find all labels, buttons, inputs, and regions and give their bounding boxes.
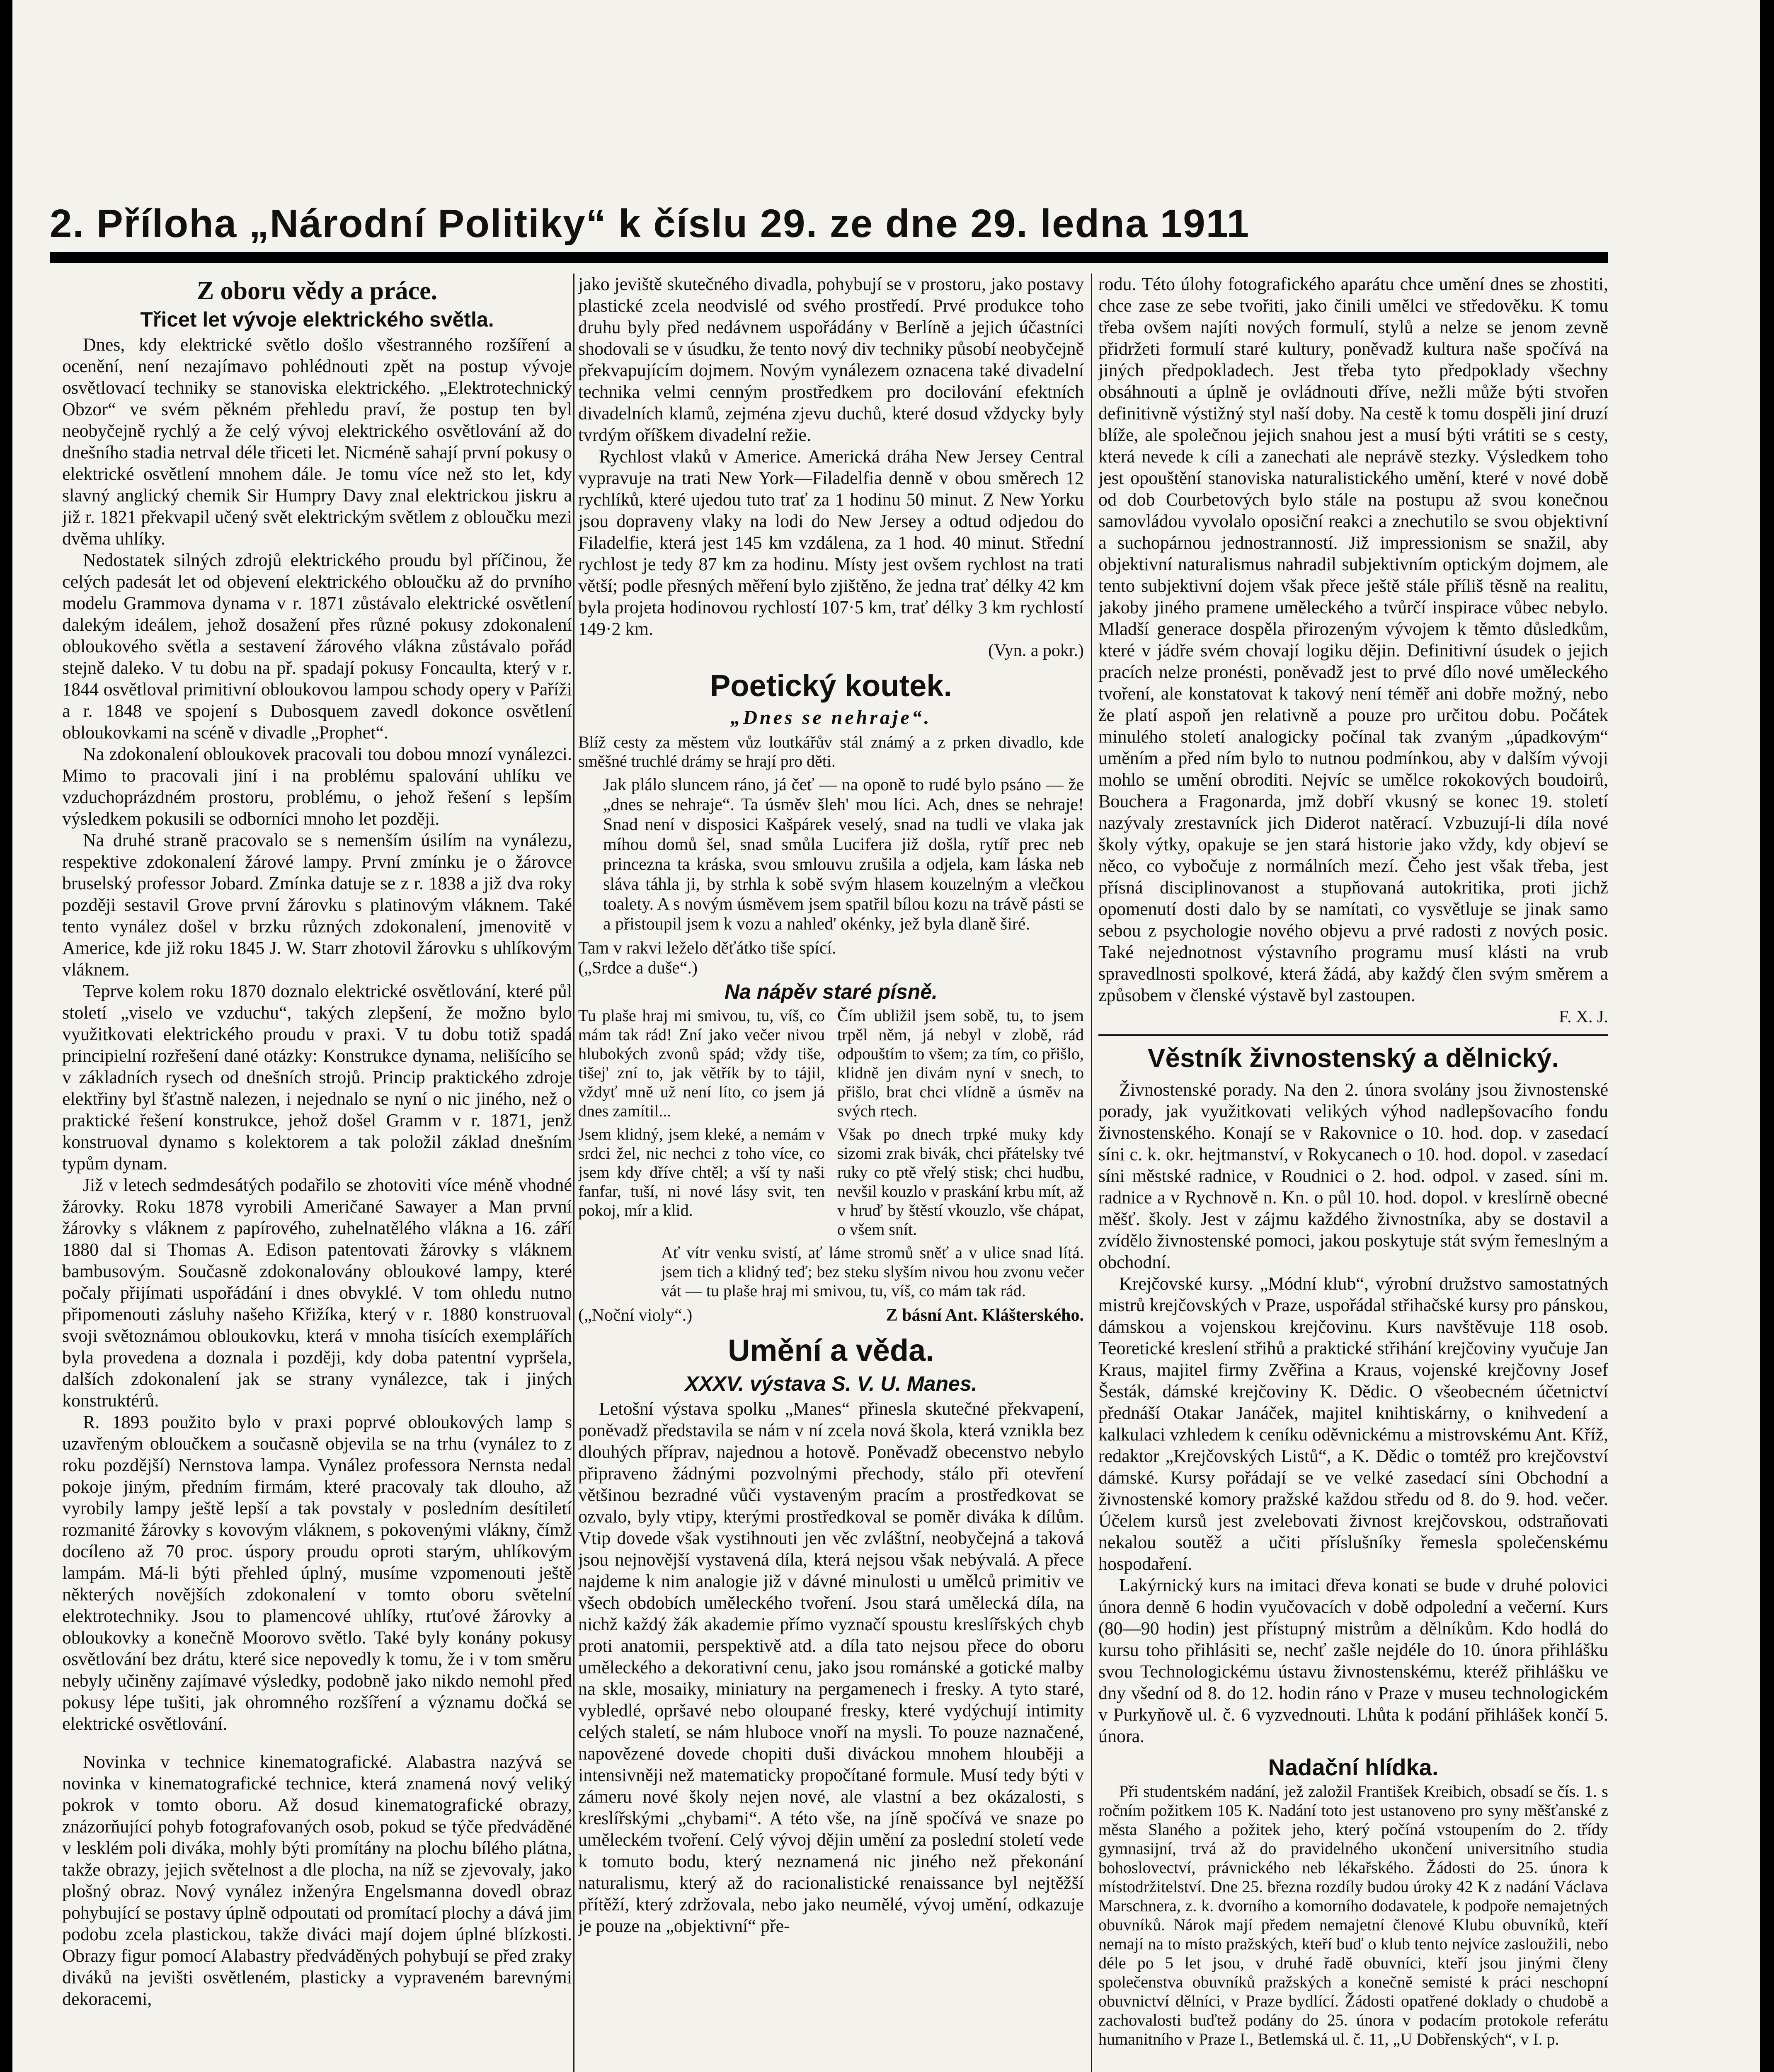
column-rule: [1091, 274, 1092, 2072]
poem-intro: Blíž cesty za městem vůz loutkářův stál známý a z prken divadlo, kde směšné truchlé drámy se hrají pro děti.: [578, 733, 1084, 770]
article-signature: (Vyn. a pokr.): [988, 641, 1084, 660]
poetry-heading: Poetický koutek.: [710, 668, 952, 703]
paragraph: Letošní výstava spolku „Manes“ přinesla skutečné překvapení, poněvadž představila se nám v ní zcela nová škola, která vznikla bez dlouhých příprav, najednou a hotově. Poněvadž obecenstvo nebylo připraveno žádnými pozvolnými přechody, stálo při otevření většinou bezradné vůči vystaveným pracím a prostředkovat se ozvalo, byly vtipy, kterými prostředkoval se poměr diváka k dílům. Vtip dovede však vystihnouti jen věc zvláštní, neobyčejná a taková jsou nejnovější vystavená díla, která nejsou však nebývalá. A přece najdeme k nim analogie již v dávné minulosti u umělců primitiv ve všech obdobích uměleckého tvoření. Jsou stará umělecká díla, na nichž každý žák akademie přímo vyznačí spoustu kreslířských chyb proti anatomii, perspektivě atd. a díla tato nejsou přece do oboru uměleckého a dekorativní cenu, jako jsou románské a gotické malby na skle, mosaiky, miniatury na pergamenech i fresky. A tyto staré, vybledlé, opršavé nebo oloupané fresky, které vydýchují intimity celých staletí, se nám hluboce vnoří na mysli. To pouze naznačené, napovězené dovede chopiti duši diváckou mnohem hlouběji a intensivněji než matematicky propočítané formule. Musí tedy býti v zámeru nové školy nejen nové, ale vlastní a bez okázalosti, s kreslířskými „chybami“. A této vše, na jíně spočívá ve snaze po uměleckém tvoření. Celý vývoj dějin umění za poslední století vede k tomuto bodu, který neznamená nic jiného než překonání naturalismu, který až do racionalistické renaissance byl nejtěžší přítěží, který zdržovala, nebo jako neumělé, vývoj umění, odkazuje je pouze na „objektivní“ pře-: [578, 1399, 1084, 1936]
poem-source: („Noční violy“.): [578, 1306, 693, 1325]
column-2: [578, 274, 1084, 2072]
masthead-rule: [50, 252, 1608, 263]
paragraph: Na druhé straně pracovalo se s nemenším úsilím na vynálezu, respektive zdokonalení žárové lampy. První zmínku je o žárovce bruselský professor Jobard. Zmínka datuje se z r. 1838 a již dva roky později sestavil Grove první žárovku s platinovým vláknem. Také tento vynález došel v brzku různých zdokonalení, jmenovitě v Americe, kde již roku 1845 J. W. Starr zhotovil žárovku s uhlíkovým vláknem.: [62, 830, 572, 980]
paragraph: Dnes, kdy elektrické světlo došlo všestranného rozšíření a ocenění, není nezajímavo pohlédnouti zpět na postup vývoje osvětlovací techniky se stanoviska elektrického. „Elektrotechnický Obzor“ ve svém pěkném přehledu praví, že postup ten byl neobyčejně rychlý a že celý vývoj elektrického osvětlování až do dnešního stadia netrval déle třiceti let. Nicméně sahají první pokusy o elektrické osvětlení mnohem dále. Je tomu více než sto let, kdy slavný anglický chemik Sir Humpry Davy znal elektrickou jiskru a již r. 1821 překvapil učený svět elektrickým světlem z obloučku mezi dvěma uhlíky.: [62, 334, 572, 549]
paragraph: Rychlost vlaků v Americe. Americká dráha New Jersey Central vypravuje na trati New York—Filadelfia denně v obou směrech 12 rychlíků, které ujedou tuto trať za 1 hodinu 50 minut. Z New Yorku jsou dopraveny vlaky na lodi do New Jersey a odtud odjedou do Filadelfie, která jest 145 km vzdálena, za 1 hod. 40 minut. Střední rychlost je tedy 87 km za hodinu. Místy jest ovšem rychlost na trati větší; podle přesných měření bylo zjištěno, že jedna trať délky 42 km byla projeta hodinovou rychlostí 107·5 km, trať délky 3 km rychlostí 149·2 km.: [578, 446, 1084, 639]
poem-stanza: Však po dnech trpké muky kdy sizomi zrak bivák, chci přátelsky tvé ruky co ptě vřelý stisk; chci hudbu, nevšil kouzlo v praskání krbu mít, až v hruď by štěstí vkouzlo, vše chápat, o všem snít.: [837, 1125, 1084, 1239]
poem-stanza: Tu plaše hraj mi smivou, tu, víš, co mám tak rád! Zní jako večer nivou hlubokých zvonů spád; vždy tiše, tišej' zní to, jak větřík by to tájil, vždyť mně už není líto, co jsem já dnes zamítil...: [578, 1006, 825, 1120]
poem-stanza: Čím ubližil jsem sobě, tu, to jsem trpěl něm, já nebyl v zlobě, rád odpouštím to všem; za tím, co přišlo, klidně jen divám nyní v snech, to přišlo, brat chci vlídně a úsměv na svých rtech.: [837, 1006, 1084, 1120]
arts-heading: Umění a věda.: [728, 1333, 934, 1368]
column-rule: [573, 274, 574, 2072]
article-signature: F. X. J.: [1558, 1007, 1608, 1026]
trades-heading: Věstník živnostenský a dělnický.: [1098, 1034, 1608, 1076]
poem-stanza: Jsem klidný, jsem kleké, a nemám v srdci žel, nic nechci z toho více, co jsem kdy dříve chtěl; a vší ty naši fanfar, tuší, ni nové lásy svit, ten pokoj, mír a klid.: [578, 1125, 825, 1220]
poem-stanza: Ať vítr venku svistí, ať láme stromů sněť a v ulice snad lítá. jsem tich a klidný teď; bez steku slyším nivou hou zvonu večer vát — tu plaše hraj mi smivou, tu, víš, co mám tak rád.: [661, 1243, 1084, 1300]
paragraph: Lakýrnický kurs na imitaci dřeva konati se bude v druhé polovici února denně 6 hodin vyučovacích v době odpolední a večerní. Kurs (80—90 hodin) jest přístupný mistrům a dělníkům. Kdo hodlá do kursu toho přihlásiti se, nechť zašle nejdéle do 10. února přihlášku svou Technologickému ústavu živnostenskému, kteréž přihlášku ve dny všední od 8. do 12. hodin ráno v Praze v museu technologickém v Purkyňově ul. č. 6 vyzvednouti. Lhůta k podání přihlášek končí 5. února.: [1098, 1575, 1608, 1746]
paragraph: Teprve kolem roku 1870 doznalo elektrické osvětlování, které půl století „viselo ve vzduchu“, takých zlepšení, že možno bylo využitkovati elektrického proudu v praxi. V tu dobu totiž spadá principielní rozřešení dané otázky: Konstrukce dynama, nelišícího se v základních rysech od dnešních strojů. Princip praktického zdroje elektřiny byl šťastně nalezen, i nejednalo se nyní o nic jiného, než o praktické řešení konstrukce, jehož došel Gramm v r. 1871, jenž konstruoval dynamo s kolektorem a tak položil základ dnešním typům dynam.: [62, 981, 572, 1174]
masthead: 2. Příloha „Národní Politiky“ k číslu 29. ze dne 29. ledna 1911: [50, 201, 1250, 246]
paragraph: R. 1893 použito bylo v praxi poprvé obloukových lamp s uzavřeným obloučkem a současně objevila se na trhu (vynález to z roku pozdější) Nernstova lampa. Vynález professora Nernsta nedal pokoje jiným, předním firmám, které pracovaly tak dlouho, až vyrobily lampy ještě lepší a tak povstaly v posledním desítiletí rozmanité žárovky s kovovým vláknem, s pokovenými vlákny, čímž docíleno až 70 proc. úspory proudu oproti starým, uhlíkovým lampám. Má-li býti přehled úplný, musíme vzpomenouti ještě některých novějších zdokonalení v tomto oboru světelní elektrotechniky. Jsou to plamencové uhlíky, rtuťové žárovky a obloukovky a konečně Moorovo světlo. Také byly konány pokusy osvětlování bez drátu, které sice nepovedly k tomu, že i v tom směru nebyly učiněny zajímavé výsledky, podobně jako nikdo nemohl před pokusy lépe tušiti, jak ohromného rozšíření a významu dočká se elektrické osvětlování.: [62, 1412, 572, 1734]
paragraph: Novinka v technice kinematografické. Alabastra nazývá se novinka v kinematografické technice, která znamená nový veliký pokrok v tomto oboru. Až dosud kinematografické obrazy, znázorňující pohyb fotografovaných osob, pokud se týče předváděné v lesklém poli diváka, mohly býti promítány na plochu bílého plátna, takže obrazy, jejich světelnost a dle plocha, na níž se zjevovaly, jako plošný obraz. Nový vynález inženýra Engelsmanna dovedl obraz pohybující se postavy úplně odpoutati od promítací plochy a dává jim podobu zcela plastickou, takže diváci mají dojem úplné blízkosti. Obrazy figur pomocí Alabastry předváděných pohybují se před zraky diváků na jevišti osvětleném, plasticky a vypraveném barevnými dekoracemi,: [62, 1752, 572, 2009]
paragraph: Krejčovské kursy. „Módní klub“, výrobní družstvo samostatných mistrů krejčovských v Praze, uspořádal střihačské kursy pro pánskou, dámskou a vojenskou krejčovinu. Kurs navštěvuje 118 osob. Teoretické kreslení střihů a praktické střihání krejčoviny vyučuje Jan Kraus, majitel firmy Zvěřina a Kraus, vojenské krejčovny Josef Šesták, dámské krejčoviny K. Dědic. O všeobecném účetnictví přednáší Otakar Janáček, majitel knihtiskárny, o knihvedení a kalkulaci vzhledem k ceníku oděvnickému a mistrovskému Ant. Kříž, redaktor „Krejčovských Listů“, a K. Dědic o tomtéž pro krejčovství dámské. Kursy pořádají se ve velké zasedací síni Obchodní a živnostenské komory pražské každou středu od 8. do 9. hod. večer. Účelem kursů jest zvelebovati živnost krejčovskou, odstraňovati nekalou soutěž a učiti příslušníky řemesla společenskému hospodaření.: [1098, 1273, 1608, 1574]
paragraph: Při studentském nadání, jež založil František Kreibich, obsadí se čís. 1. s ročním požitkem 105 K. Nadání toto jest ustanoveno pro syny měšťanské z města Slaného a požitek jeho, který počíná vstoupením do 2. třídy gymnasijní, trvá až do pravidelného ukončení universitního studia bohoslovectví, právnického neb lékařského. Žádosti do 25. února k místodržitelství. Dne 25. března rozdíly budou úroky 42 K z nadání Václava Marschnera, z. k. dvorního a komorního dodavatele, k podpoře nemajetných obuvníků. Nárok mají předem nemajetní členové Klubu obuvníků, kteří nemají na to místo pražských, kteří buď o klub tento nejvíce zasloužili, nebo déle po 5 let jsou, v druhé řadě obuvníci, kteří jsou jinými členy společenstva obuvníků pražských a konečně semisté k práci neschopní obuvnictví dělníci, v Praze bydlící. Žádosti opatřené doklady o chudobě a zachovalosti buďtež podány do 25. února v podacím protokole referátu humanitního v Praze I., Betlemská ul. č. 11, „U Dobřenských“, v I. p.: [1098, 1782, 1608, 2048]
poem-title: „Dnes se nehraje“.: [730, 707, 932, 729]
paragraph: Živnostenské porady. Na den 2. února svolány jsou živnostenské porady, jak využitkovati velikých výhod nadlepšovacího fondu živnostenského. Konají se v Rakovnice o 10. hod. dop. v zasedací síni c. k. okr. hejtmanství, v Rokycanech o 10. hod. dopol. v zasedací síni městské radnice, v Roudnici o 2. hod. odpol. v zased. síni m. radnice a v Rychnově n. Kn. o půl 10. hod. dopol. v kreslírně obecné měšť. školy. Jest v zájmu každého živnostníka, aby se dostavil a zvídělo živnostenské pomoci, jakou poskytuje stát svým řemeslným a obchodní.: [1098, 1080, 1608, 1272]
poem-source: („Srdce a duše“.): [578, 959, 698, 978]
paragraph: Již v letech sedmdesátých podařilo se zhotoviti více méně vhodné žárovky. Roku 1878 vyrobili Američané Sawayer a Man první žárovky s vláknem z papírového, zuhelnatělého vlákna a 16. září 1880 dal si Thomas A. Edison patentovati žárovky s vláknem bambusovým. Současně zdokonalovány obloukové lampy, které počaly přijímati uspořádání i dnes obvyklé. V tom ohledu nutno připomenouti zásluhy našeho Křižíka, který v r. 1880 konstruoval svoji světoznámou obloukovku, která v mnoha tisících exemplářích byla provedena a doznala i později, kdy doba patentní vypršela, dalších zdokonalení jak se strany vynálezce, tak i jiných konstruktérů.: [62, 1175, 572, 1411]
section-heading: Z oboru vědy a práce.: [196, 277, 438, 305]
paragraph: Nedostatek silných zdrojů elektrického proudu byl příčinou, že celých padesát let od objevení elektrického obloučku až do prvního modelu Grammova dynama v r. 1871 zůstávalo elektrické osvětlení dalekým ideálem, jehož dosažení přes různé pokusy zdokonalení obloukového světla a sestavení žárového vlákna zůstávalo pořád stejně daleko. V tu dobu na př. spadají pokusy Foncaulta, který v r. 1844 osvětloval primitivní obloukovou lampou schody opery v Paříži a r. 1848 ve spojení s Dubosquem zavedl dokonce osvětlení obloukovkami na scéně v divadle „Prophet“.: [62, 550, 572, 743]
paragraph: rodu. Této úlohy fotografického aparátu chce umění dnes se zhostiti, chce zase ze sebe tvořiti, jako činili umělci ve středověku. K tomu třeba ovšem najíti nových formulí, stylů a nelze se jenom zevně přidržeti formulí staré kultury, poněvadž kultura naše spočívá na jiných předpokladech. Jest třeba tyto předpoklady všechny obsáhnouti a úplně je ovládnouti dříve, nežli může býti stvořen definitivně výstižný styl naší doby. Na cestě k tomu dospěli jiní druzí blíže, ale společnou jejich snahou jest a musí býti vrátiti se s cesty, která nevede k cíli a zanechati ale neprávě stezky. Výsledkem toho jest opouštění stanoviska naturalistického umění, které v nové době od dob Courbetových bylo stále na postupu až svou konečnou samovládou vyvolalo oposiční reakci a znechutilo se svou objektivní a suchopárnou jednostranností. Již impressionism se snažil, aby objektivní naturalismus nahradil subjektivním optickým dojmem, ale tento subjektivní dojem však přece ještě stále příliš těsně na realitu, jakoby jiného pramene uměleckého a tvůrčí inspirace vůbec nebylo. Mladší generace dospěla přirozeným vývojem k těmto důsledkům, které v jádře svém chovají logiku dějin. Definitivní úsudek o jejich pracích nelze pronésti, poněvadž jest to prvé dílo nové uměleckého tvoření, ale konstatovat k takový není téměř ani dobře možný, nebo že platí aspoň jen relativně a pouze pro určitou dobu. Počátek minulého století analogicky počínal tak zvaným „úpadkovým“ uměním a před ním bylo to nutnou podmínkou, aby v dalším vývoji mohlo se umění obroditi. Nejvíc se umělce rokokových boudoirů, Bouchera a Fragonarda, jmž dobří vkusný se konec 19. století nazývaly zrestavníck jich Diderot natěrací. Vzbuzují-li díla nové školy výtky, opakuje se jen stará historie jako vždy, kdy objeví se něco, co vybočuje z normálních mezí. Čeho jest však třeba, jest přísná disciplinovanost a stupňovaná autokritika, proti jichž opomenutí dosti dalo by se namítati, co vysvětluje se jinak samo sebou z psychologie nového objevu a prvé radosti z nových posic. Také nejednotnost výstavního programu musí klásti na vrub spravedlnosti spolkové, která žádá, aby každý člen svým směrem a způsobem v členské výstavě byl zastoupen.: [1098, 274, 1608, 1005]
article-title: Třicet let vývoje elektrického světla.: [140, 308, 494, 331]
poem-line: Tam v rakvi leželo děťátko tiše spící.: [578, 939, 836, 958]
article-title: XXXV. výstava S. V. U. Manes.: [685, 1372, 977, 1395]
foundation-heading: Nadační hlídka.: [1268, 1754, 1439, 1780]
poem-title: Na nápěv staré písně.: [724, 980, 938, 1003]
paragraph: Na zdokonalení obloukovek pracovali tou dobou mnozí vynálezci. Mimo to pracovali jiní i na problému spalování uhlíku ve vzduchoprázdném prostoru, problému, o jehož řešení s lepším výsledkem pokusili se odborníci mnoho let později.: [62, 744, 572, 829]
paragraph: jako jeviště skutečného divadla, pohybují se v prostoru, jako postavy plastické zcela neodvislé od svého prostředí. Prvé produkce toho druhu byly před nedávnem uspořádány v Berlíně a jejich účastníci shodovali se v úsudku, že tento nový div techniky působí neobyčejně překvapujícím dojmem. Novým vynálezem oznacena také divadelní technika velmi cenným prostředkem pro docilování efektních divadelních klamů, zejména zjevu duchů, které dosud vždycky byly tvrdým oříškem divadelní režie.: [578, 274, 1084, 445]
poem-author: Z básní Ant. Klášterského.: [886, 1306, 1084, 1325]
column-3: [1098, 274, 1608, 2072]
poem-body: Jak plálo sluncem ráno, já čeť — na oponě to rudé bylo psáno — že „dnes se nehraje“. Ta úsměv šleh' mou líci. Ach, dnes se nehraje! Snad není v disposici Kašpárek veselý, snad na tudli ve vlaka jak míhou domů šel, snad smůla Lucifera již došla, rytíř prec neb princezna ta kráska, svou smlouvu zrušila a odjela, kam láska neb sláva táhla ji, by strhla k sobě svým hlasem kouzelným a vlečkou toalety. A s novým úsměvem jsem spatřil bílou kozu na trávě pásti se a přistoupil jsem k vozu a nahled' okénky, jež byla dlaně širé.: [603, 775, 1084, 934]
column-1: [62, 274, 572, 2072]
